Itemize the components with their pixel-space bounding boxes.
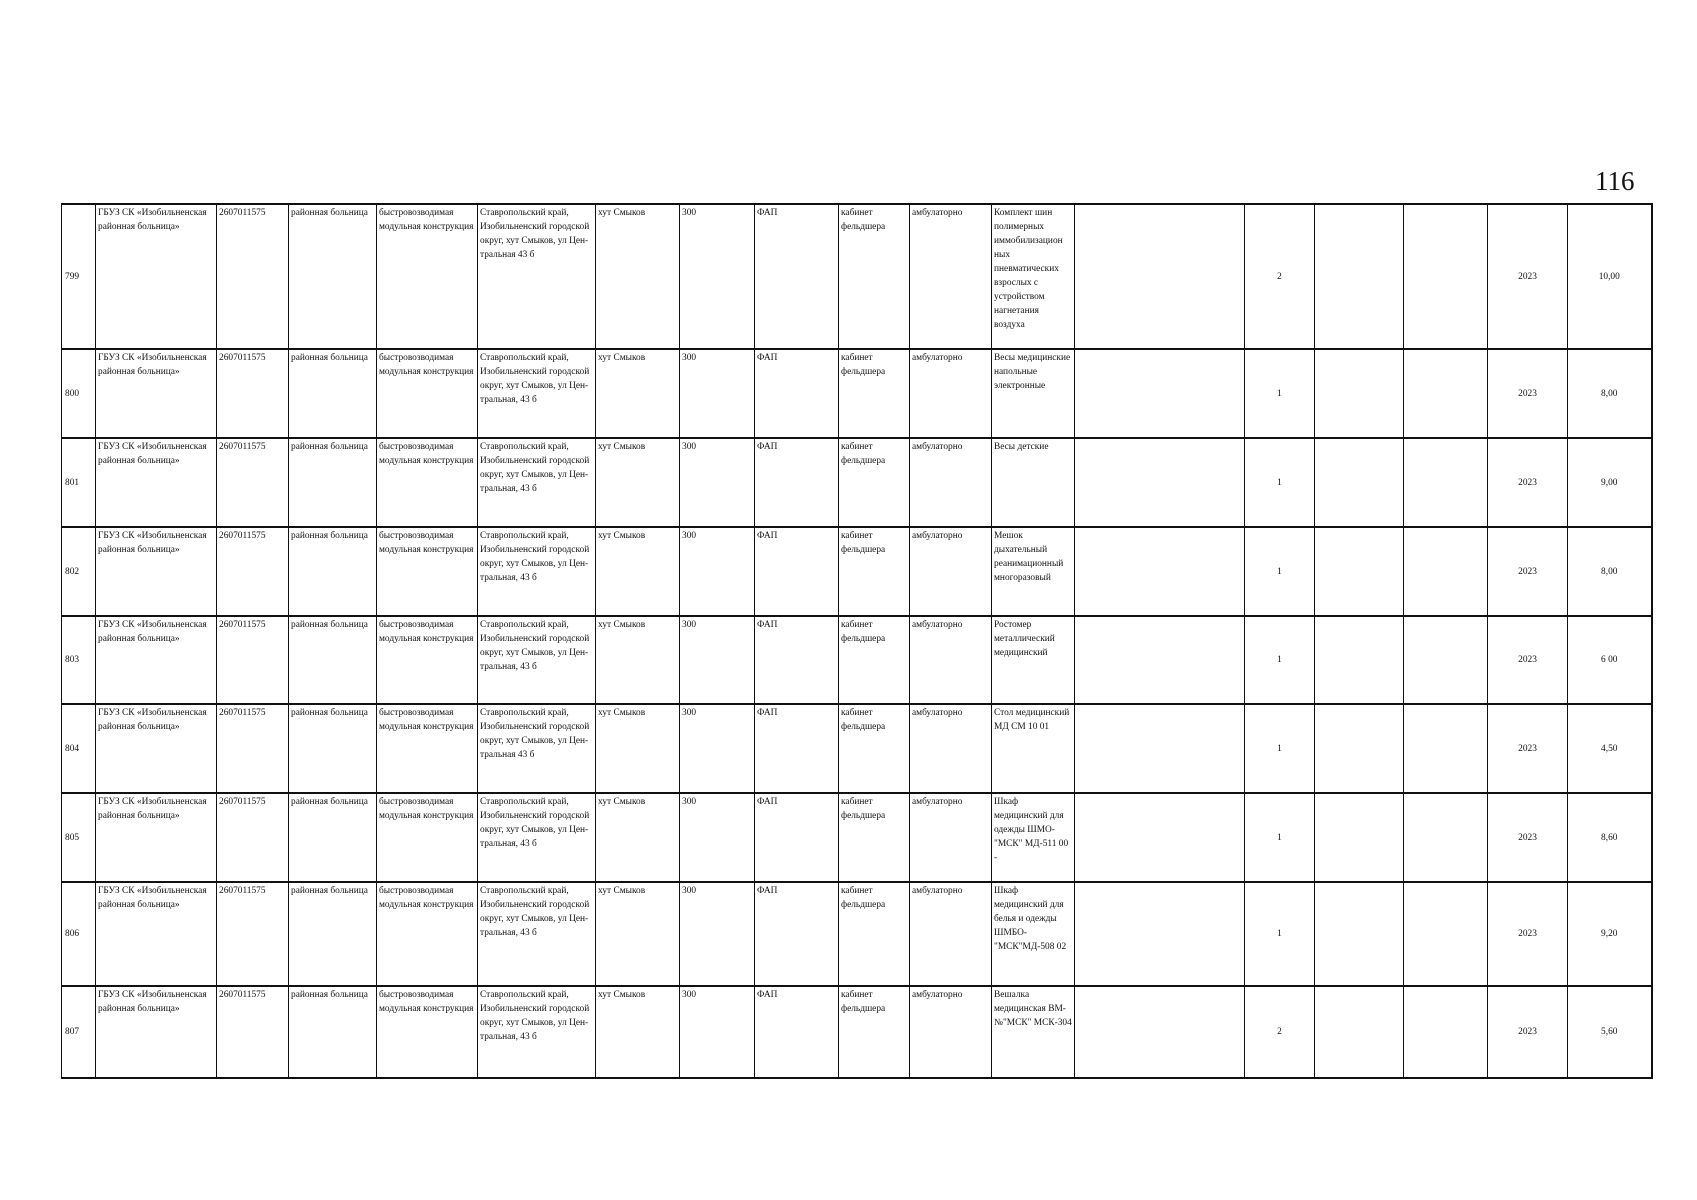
- population-cell: 300: [680, 616, 755, 704]
- organization-cell: ГБУЗ СК «Изобильненская районная больница»: [96, 527, 217, 616]
- population-cell: 300: [680, 438, 755, 527]
- organization-cell: ГБУЗ СК «Изобильненская районная больница»: [96, 882, 217, 986]
- population-cell: 300: [680, 793, 755, 882]
- year-cell: 2023: [1488, 349, 1568, 438]
- population-cell: 300: [680, 882, 755, 986]
- unit-cell: ФАП: [755, 616, 839, 704]
- address-cell: Ставропольский край, Изобильненский городской округ, хут Смыков, ул Цен-тральная 43 б: [478, 204, 596, 349]
- quantity-cell: 2: [1245, 986, 1315, 1078]
- quantity-cell: 1: [1245, 527, 1315, 616]
- room-cell: кабинет фельдшера: [839, 793, 910, 882]
- care-mode-cell: амбулаторно: [910, 204, 992, 349]
- organization-cell: ГБУЗ СК «Изобильненская районная больница»: [96, 986, 217, 1078]
- care-mode-cell: амбулаторно: [910, 438, 992, 527]
- empty-cell: [1315, 204, 1404, 349]
- row-number: 800: [62, 349, 96, 438]
- population-cell: 300: [680, 704, 755, 793]
- row-number: 805: [62, 793, 96, 882]
- unit-cell: ФАП: [755, 986, 839, 1078]
- address-cell: Ставропольский край, Изобильненский городской округ, хут Смыков, ул Цен-тральная 43 б: [478, 704, 596, 793]
- empty-cell: [1075, 704, 1245, 793]
- quantity-cell: 1: [1245, 793, 1315, 882]
- address-cell: Ставропольский край, Изобильненский городской округ, хут Смыков, ул Цен-тральная, 43 б: [478, 438, 596, 527]
- equipment-cell: Весы медицинские напольные электронные: [992, 349, 1075, 438]
- year-cell: 2023: [1488, 438, 1568, 527]
- settlement-cell: хут Смыков: [596, 349, 680, 438]
- settlement-cell: хут Смыков: [596, 204, 680, 349]
- equipment-cell: Мешок дыхательный реанимационный многоразовый: [992, 527, 1075, 616]
- table-row: [62, 986, 1652, 1078]
- facility-type-cell: районная больница: [289, 793, 377, 882]
- organization-cell: ГБУЗ СК «Изобильненская районная больница»: [96, 204, 217, 349]
- empty-cell: [1404, 793, 1488, 882]
- care-mode-cell: амбулаторно: [910, 882, 992, 986]
- settlement-cell: хут Смыков: [596, 882, 680, 986]
- cost-cell: 6 00: [1568, 616, 1652, 704]
- row-number: 804: [62, 704, 96, 793]
- room-cell: кабинет фельдшера: [839, 204, 910, 349]
- facility-type-cell: районная больница: [289, 616, 377, 704]
- building-type-cell: быстровозводимая модульная конструкция: [377, 704, 478, 793]
- inn-cell: 2607011575: [217, 882, 289, 986]
- cost-cell: 9,00: [1568, 438, 1652, 527]
- facility-type-cell: районная больница: [289, 349, 377, 438]
- care-mode-cell: амбулаторно: [910, 986, 992, 1078]
- building-type-cell: быстровозводимая модульная конструкция: [377, 527, 478, 616]
- facility-type-cell: районная больница: [289, 986, 377, 1078]
- unit-cell: ФАП: [755, 438, 839, 527]
- room-cell: кабинет фельдшера: [839, 616, 910, 704]
- inn-cell: 2607011575: [217, 986, 289, 1078]
- empty-cell: [1315, 986, 1404, 1078]
- quantity-cell: 1: [1245, 349, 1315, 438]
- quantity-cell: 1: [1245, 616, 1315, 704]
- unit-cell: ФАП: [755, 704, 839, 793]
- empty-cell: [1404, 616, 1488, 704]
- empty-cell: [1075, 882, 1245, 986]
- row-number: 806: [62, 882, 96, 986]
- inn-cell: 2607011575: [217, 793, 289, 882]
- empty-cell: [1075, 793, 1245, 882]
- inn-cell: 2607011575: [217, 204, 289, 349]
- organization-cell: ГБУЗ СК «Изобильненская районная больница»: [96, 704, 217, 793]
- organization-cell: ГБУЗ СК «Изобильненская районная больница»: [96, 616, 217, 704]
- empty-cell: [1404, 986, 1488, 1078]
- table-row: [62, 704, 1652, 793]
- room-cell: кабинет фельдшера: [839, 986, 910, 1078]
- empty-cell: [1075, 204, 1245, 349]
- empty-cell: [1315, 704, 1404, 793]
- building-type-cell: быстровозводимая модульная конструкция: [377, 438, 478, 527]
- row-number: 807: [62, 986, 96, 1078]
- quantity-cell: 1: [1245, 704, 1315, 793]
- empty-cell: [1075, 616, 1245, 704]
- equipment-cell: Шкаф медицинский для одежды ШМО-"МСК" МД-511 00 -: [992, 793, 1075, 882]
- settlement-cell: хут Смыков: [596, 986, 680, 1078]
- unit-cell: ФАП: [755, 204, 839, 349]
- settlement-cell: хут Смыков: [596, 438, 680, 527]
- care-mode-cell: амбулаторно: [910, 704, 992, 793]
- address-cell: Ставропольский край, Изобильненский городской округ, хут Смыков, ул Цен-тральная, 43 б: [478, 527, 596, 616]
- cost-cell: 8,00: [1568, 527, 1652, 616]
- table-row: [62, 616, 1652, 704]
- building-type-cell: быстровозводимая модульная конструкция: [377, 793, 478, 882]
- address-cell: Ставропольский край, Изобильненский городской округ, хут Смыков, ул Цен-тральная, 43 б: [478, 793, 596, 882]
- population-cell: 300: [680, 204, 755, 349]
- population-cell: 300: [680, 986, 755, 1078]
- table-row: [62, 527, 1652, 616]
- empty-cell: [1075, 349, 1245, 438]
- cost-cell: 8,60: [1568, 793, 1652, 882]
- address-cell: Ставропольский край, Изобильненский городской округ, хут Смыков, ул Цен-тральная, 43 б: [478, 349, 596, 438]
- building-type-cell: быстровозводимая модульная конструкция: [377, 986, 478, 1078]
- cost-cell: 8,00: [1568, 349, 1652, 438]
- equipment-registry-table: [61, 203, 1653, 1079]
- settlement-cell: хут Смыков: [596, 527, 680, 616]
- table-row: [62, 349, 1652, 438]
- inn-cell: 2607011575: [217, 527, 289, 616]
- empty-cell: [1315, 616, 1404, 704]
- cost-cell: 4,50: [1568, 704, 1652, 793]
- table-row: [62, 204, 1652, 349]
- empty-cell: [1404, 704, 1488, 793]
- organization-cell: ГБУЗ СК «Изобильненская районная больница»: [96, 793, 217, 882]
- facility-type-cell: районная больница: [289, 882, 377, 986]
- empty-cell: [1404, 438, 1488, 527]
- facility-type-cell: районная больница: [289, 438, 377, 527]
- settlement-cell: хут Смыков: [596, 704, 680, 793]
- empty-cell: [1075, 986, 1245, 1078]
- building-type-cell: быстровозводимая модульная конструкция: [377, 204, 478, 349]
- equipment-cell: Весы детские: [992, 438, 1075, 527]
- row-number: 801: [62, 438, 96, 527]
- empty-cell: [1404, 527, 1488, 616]
- address-cell: Ставропольский край, Изобильненский городской округ, хут Смыков, ул Цен-тральная, 43 б: [478, 616, 596, 704]
- equipment-cell: Комплект шин полимерных иммобилизацион ных пневматических взрослых с устройством нагнетания воздуха: [992, 204, 1075, 349]
- cost-cell: 9,20: [1568, 882, 1652, 986]
- organization-cell: ГБУЗ СК «Изобильненская районная больница»: [96, 349, 217, 438]
- address-cell: Ставропольский край, Изобильненский городской округ, хут Смыков, ул Цен-тральная, 43 б: [478, 986, 596, 1078]
- empty-cell: [1075, 527, 1245, 616]
- address-cell: Ставропольский край, Изобильненский городской округ, хут Смыков, ул Цен-тральная, 43 б: [478, 882, 596, 986]
- equipment-cell: Ростомер металлический медицинский: [992, 616, 1075, 704]
- equipment-cell: Вешалка медицинская ВМ-№"МСК" МСК-304: [992, 986, 1075, 1078]
- facility-type-cell: районная больница: [289, 527, 377, 616]
- quantity-cell: 1: [1245, 882, 1315, 986]
- room-cell: кабинет фельдшера: [839, 882, 910, 986]
- population-cell: 300: [680, 349, 755, 438]
- unit-cell: ФАП: [755, 882, 839, 986]
- building-type-cell: быстровозводимая модульная конструкция: [377, 616, 478, 704]
- room-cell: кабинет фельдшера: [839, 704, 910, 793]
- table-row: [62, 882, 1652, 986]
- inn-cell: 2607011575: [217, 704, 289, 793]
- year-cell: 2023: [1488, 882, 1568, 986]
- empty-cell: [1315, 527, 1404, 616]
- page-number: 116: [1595, 166, 1635, 196]
- empty-cell: [1315, 793, 1404, 882]
- facility-type-cell: районная больница: [289, 204, 377, 349]
- row-number: 799: [62, 204, 96, 349]
- building-type-cell: быстровозводимая модульная конструкция: [377, 349, 478, 438]
- cost-cell: 10,00: [1568, 204, 1652, 349]
- building-type-cell: быстровозводимая модульная конструкция: [377, 882, 478, 986]
- row-number: 803: [62, 616, 96, 704]
- room-cell: кабинет фельдшера: [839, 527, 910, 616]
- year-cell: 2023: [1488, 204, 1568, 349]
- settlement-cell: хут Смыков: [596, 616, 680, 704]
- year-cell: 2023: [1488, 793, 1568, 882]
- year-cell: 2023: [1488, 616, 1568, 704]
- unit-cell: ФАП: [755, 793, 839, 882]
- unit-cell: ФАП: [755, 349, 839, 438]
- room-cell: кабинет фельдшера: [839, 438, 910, 527]
- empty-cell: [1315, 438, 1404, 527]
- table-row: [62, 438, 1652, 527]
- care-mode-cell: амбулаторно: [910, 527, 992, 616]
- care-mode-cell: амбулаторно: [910, 616, 992, 704]
- organization-cell: ГБУЗ СК «Изобильненская районная больница»: [96, 438, 217, 527]
- settlement-cell: хут Смыков: [596, 793, 680, 882]
- row-number: 802: [62, 527, 96, 616]
- inn-cell: 2607011575: [217, 616, 289, 704]
- inn-cell: 2607011575: [217, 349, 289, 438]
- quantity-cell: 2: [1245, 204, 1315, 349]
- cost-cell: 5,60: [1568, 986, 1652, 1078]
- equipment-cell: Шкаф медицинский для белья и одежды ШМБО-"МСК"МД-508 02: [992, 882, 1075, 986]
- empty-cell: [1315, 349, 1404, 438]
- year-cell: 2023: [1488, 704, 1568, 793]
- empty-cell: [1075, 438, 1245, 527]
- quantity-cell: 1: [1245, 438, 1315, 527]
- unit-cell: ФАП: [755, 527, 839, 616]
- equipment-cell: Стол медицинский МД СМ 10 01: [992, 704, 1075, 793]
- facility-type-cell: районная больница: [289, 704, 377, 793]
- inn-cell: 2607011575: [217, 438, 289, 527]
- year-cell: 2023: [1488, 527, 1568, 616]
- population-cell: 300: [680, 527, 755, 616]
- empty-cell: [1315, 882, 1404, 986]
- empty-cell: [1404, 882, 1488, 986]
- care-mode-cell: амбулаторно: [910, 349, 992, 438]
- table-row: [62, 793, 1652, 882]
- care-mode-cell: амбулаторно: [910, 793, 992, 882]
- empty-cell: [1404, 204, 1488, 349]
- room-cell: кабинет фельдшера: [839, 349, 910, 438]
- empty-cell: [1404, 349, 1488, 438]
- year-cell: 2023: [1488, 986, 1568, 1078]
